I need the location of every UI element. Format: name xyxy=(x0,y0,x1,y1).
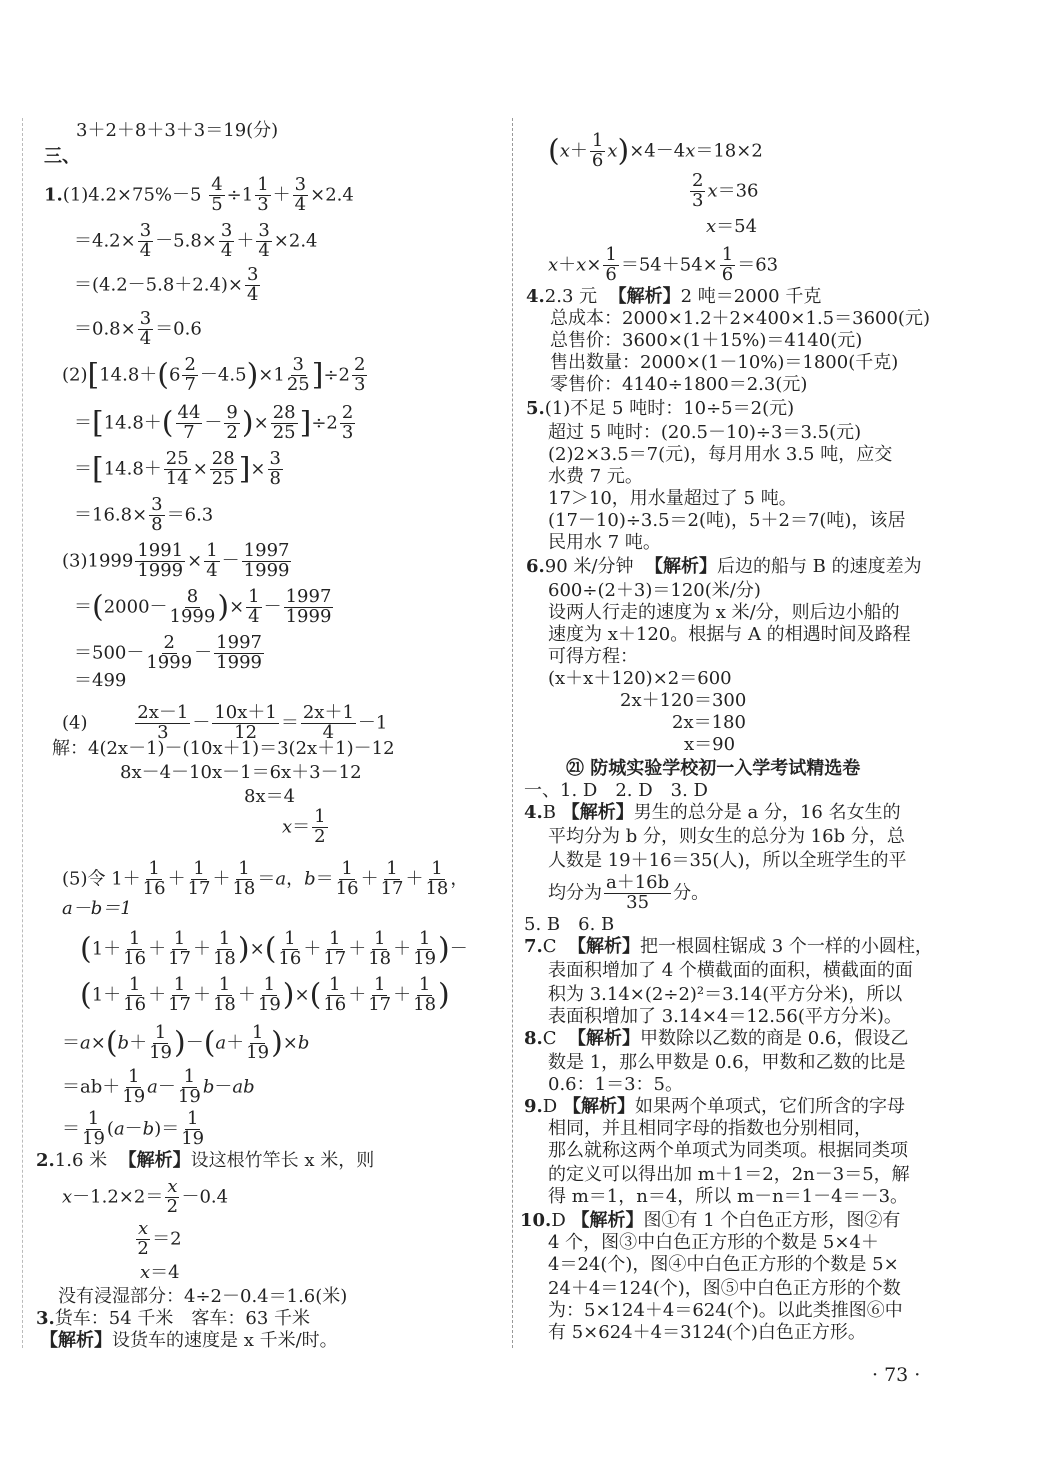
text-line: 平均分为 b 分，则女生的总分为 16b 分，总 xyxy=(548,826,905,847)
text-line: 设两人行走的速度为 x 米/分，则后边小船的 xyxy=(548,602,900,623)
text-line: 600÷(2＋3)＝120(米/分) xyxy=(548,580,761,601)
text-line: 的定义可以得出加 m＋1＝2，2n－3＝5，解 xyxy=(548,1164,910,1185)
answer-3: 3.货车：54 千米 客车：63 千米 xyxy=(36,1308,311,1329)
text-line: 相同，并且相同字母的指数也分别相同， xyxy=(548,1118,872,1139)
text-line: 4 个，图③中白色正方形的个数是 5×4＋ xyxy=(548,1232,879,1253)
math-line: 1.(1)4.2×75%－5 $\frac{4}{5}$ ÷1 $\frac{1}{3}$ ＋ $\frac{3}{4}$ ×2.4 xyxy=(44,174,354,215)
math-line: ＝4.2× $\frac{3}{4}$ －5.8× $\frac{3}{4}$ ＋ $\frac{3}{4}$ ×2.4 xyxy=(74,220,318,261)
math-line: (2)[14.8＋(6 $\frac{2}{7}$ －4.5)×1 $\frac{3}{25}$ ]÷2 $\frac{2}{3}$ xyxy=(62,354,366,395)
answer-5-6: 5. B 6. B xyxy=(524,914,615,935)
math-line: ＝(2000－ $\frac{8}{1999}$ )× $\frac{1}{4}$ － $\frac{1997}{1999}$ xyxy=(74,586,332,627)
math-line: ＝[14.8＋( $\frac{44}{7}$ － $\frac{9}{2}$ )× $\frac{28}{25}$ ]÷2 $\frac{2}{3}$ xyxy=(74,402,354,443)
text-line: 人数是 19＋16＝35(人)，所以全班学生的平 xyxy=(548,850,907,871)
text-line: 4＝24(个)，图④中白色正方形的个数是 5× xyxy=(548,1254,899,1275)
text-line: 0.6：1＝3：5。 xyxy=(548,1074,683,1095)
answer-6: 6.90 米/分钟 【解析】后边的船与 B 的速度差为 xyxy=(526,556,922,577)
math-line: (x＋x＋120)×2＝600 xyxy=(548,668,732,689)
answer-7: 7.C 【解析】把一根圆柱锯成 3 个一样的小圆柱， xyxy=(524,936,933,957)
answer-10: 10.D 【解析】图①有 1 个白色正方形，图②有 xyxy=(520,1210,901,1231)
answer-8: 8.C 【解析】甲数除以乙数的商是 0.6，假设乙 xyxy=(524,1028,909,1049)
math-line: x＝90 xyxy=(684,734,736,755)
math-line: $\frac{x}{2}$ ＝2 xyxy=(137,1218,182,1259)
answer-4: 4.2.3 元 【解析】2 吨＝2000 千克 xyxy=(526,286,822,307)
text-line: 水费 7 元。 xyxy=(548,466,643,487)
text-line: 总成本：2000×1.2＋2×400×1.5＝3600(元) xyxy=(550,308,930,329)
math-line: ＝a×(b＋ $\frac{1}{19}$ )－(a＋ $\frac{1}{19}$ )×b xyxy=(62,1022,310,1063)
math-line: (1＋ $\frac{1}{16}$ ＋ $\frac{1}{17}$ ＋ $\frac{1}{18}$ )×( $\frac{1}{16}$ ＋ $\frac{1}{17}$ ＋ $\frac{1}{18}$ ＋ $\frac{1}{19}$ )－ xyxy=(80,928,468,969)
section-heading: 三、 xyxy=(44,146,80,167)
math-line: a－b＝1 xyxy=(62,898,132,919)
math-line: ＝16.8× $\frac{3}{8}$ ＝6.3 xyxy=(74,494,214,535)
math-line: x＋x× $\frac{1}{6}$ ＝54＋54× $\frac{1}{6}$ ＝63 xyxy=(548,244,779,285)
answer-5: 5.(1)不足 5 吨时：10÷5＝2(元) xyxy=(526,398,795,419)
math-line: 解：4(2x－1)－(10x＋1)＝3(2x＋1)－12 xyxy=(52,738,395,759)
answer-2: 2.1.6 米 【解析】设这根竹竿长 x 米，则 xyxy=(36,1150,375,1171)
section-title: ㉑ 防城实验学校初一入学考试精选卷 xyxy=(566,758,861,779)
math-line: ＝ $\frac{1}{19}$ (a－b)＝ $\frac{1}{19}$ xyxy=(62,1108,205,1149)
math-line: ＝(4.2－5.8＋2.4)× $\frac{3}{4}$ xyxy=(74,264,259,305)
math-line: 均分为 $\frac{a+16b}{35}$ 分。 xyxy=(548,872,710,913)
math-line: ＝500－ $\frac{2}{1999}$ － $\frac{1997}{1999}$ xyxy=(74,632,262,673)
text-line: 没有浸湿部分：4÷2－0.4＝1.6(米) xyxy=(58,1286,348,1307)
math-line: (5)令 1＋ $\frac{1}{16}$ ＋ $\frac{1}{17}$ ＋ $\frac{1}{18}$ ＝a，b＝ $\frac{1}{16}$ ＋ $\frac{1}{17}$ ＋ $\frac{1}{18}$ ， xyxy=(62,858,469,899)
text-line: 那么就称这两个单项式为同类项。根据同类项 xyxy=(548,1140,908,1161)
answer-1-3: 一、1. D 2. D 3. D xyxy=(524,780,708,801)
math-line: 2x＋120＝300 xyxy=(620,690,747,711)
math-line: x＝ $\frac{1}{2}$ xyxy=(282,806,326,847)
text-line: 表面积增加了 3.14×4＝12.56(平方分米)。 xyxy=(548,1006,902,1027)
math-line: x＝4 xyxy=(140,1262,180,1283)
math-line: (1＋ $\frac{1}{16}$ ＋ $\frac{1}{17}$ ＋ $\frac{1}{18}$ ＋ $\frac{1}{19}$ )×( $\frac{1}{16}$ ＋ $\frac{1}{17}$ ＋ $\frac{1}{18}$ ) xyxy=(80,974,450,1015)
math-line: ＝0.8× $\frac{3}{4}$ ＝0.6 xyxy=(74,308,202,349)
text-line: 售出数量：2000×(1－10%)＝1800(千克) xyxy=(550,352,899,373)
answer-9: 9.D 【解析】如果两个单项式，它们所含的字母 xyxy=(524,1096,905,1117)
text-line: 零售价：4140÷1800＝2.3(元) xyxy=(550,374,808,395)
page-number: · 73 · xyxy=(872,1364,921,1386)
text-line: 速度为 x＋120。根据与 A 的相遇时间及路程 xyxy=(548,624,911,645)
text-line: 【解析】设货车的速度是 x 千米/时。 xyxy=(40,1330,338,1351)
math-line: x＝54 xyxy=(706,216,758,237)
text-line: 超过 5 吨时：(20.5－10)÷3＝3.5(元) xyxy=(548,422,862,443)
math-line: 8x－4－10x－1＝6x＋3－12 xyxy=(120,762,362,783)
text-line: 17＞10，用水量超过了 5 吨。 xyxy=(548,488,797,509)
math-line: 8x＝4 xyxy=(244,786,296,807)
math-line: ＝ab＋ $\frac{1}{19}$ a－ $\frac{1}{19}$ b－ab xyxy=(62,1066,255,1107)
math-line: 2x＝180 xyxy=(672,712,746,733)
text-line: 民用水 7 吨。 xyxy=(548,532,661,553)
math-line: (3)1999 $\frac{1991}{1999}$ × $\frac{1}{4}$ － $\frac{1997}{1999}$ xyxy=(62,540,290,581)
math-line: ＝[14.8＋ $\frac{25}{14}$ × $\frac{28}{25}$ ]× $\frac{3}{8}$ xyxy=(74,448,281,489)
math-line: (4) $\frac{2x-1}{3}$ － $\frac{10x+1}{12}$ ＝ $\frac{2x+1}{4}$ －1 xyxy=(62,702,388,743)
text-line: (2)2×3.5＝7(元)，每月用水 3.5 吨，应交 xyxy=(548,444,893,465)
math-line: (x＋ $\frac{1}{6}$ x)×4－4x＝18×2 xyxy=(548,130,763,171)
left-margin-line xyxy=(22,118,23,1348)
text-line: 得 m＝1，n＝4，所以 m－n＝1－4＝－3。 xyxy=(548,1186,909,1207)
math-line: $\frac{2}{3}$ x＝36 xyxy=(692,170,759,211)
text-line: 数是 1，那么甲数是 0.6，甲数和乙数的比是 xyxy=(548,1052,906,1073)
text-line: 为：5×124＋4＝624(个)。以此类推图⑥中 xyxy=(548,1300,903,1321)
text-line: 24＋4＝124(个)，图⑤中白色正方形的个数 xyxy=(548,1278,901,1299)
column-divider xyxy=(512,118,513,1348)
text-line: 可得方程： xyxy=(548,646,638,667)
text-line: 表面积增加了 4 个横截面的面积，横截面的面 xyxy=(548,960,913,981)
text-line: 积为 3.14×(2÷2)²＝3.14(平方分米)，所以 xyxy=(548,984,903,1005)
text-line: (17－10)÷3.5＝2(吨)，5＋2＝7(吨)，该居 xyxy=(548,510,906,531)
math-line: x－1.2×2＝ $\frac{x}{2}$ －0.4 xyxy=(62,1176,229,1217)
math-line: ＝499 xyxy=(74,670,127,691)
text-line: 3＋2＋8＋3＋3＝19(分) xyxy=(76,120,279,141)
answer-4b: 4.B 【解析】男生的总分是 a 分，16 名女生的 xyxy=(524,802,901,823)
text-line: 总售价：3600×(1＋15%)＝4140(元) xyxy=(550,330,863,351)
text-line: 有 5×624＋4＝3124(个)白色正方形。 xyxy=(548,1322,866,1343)
